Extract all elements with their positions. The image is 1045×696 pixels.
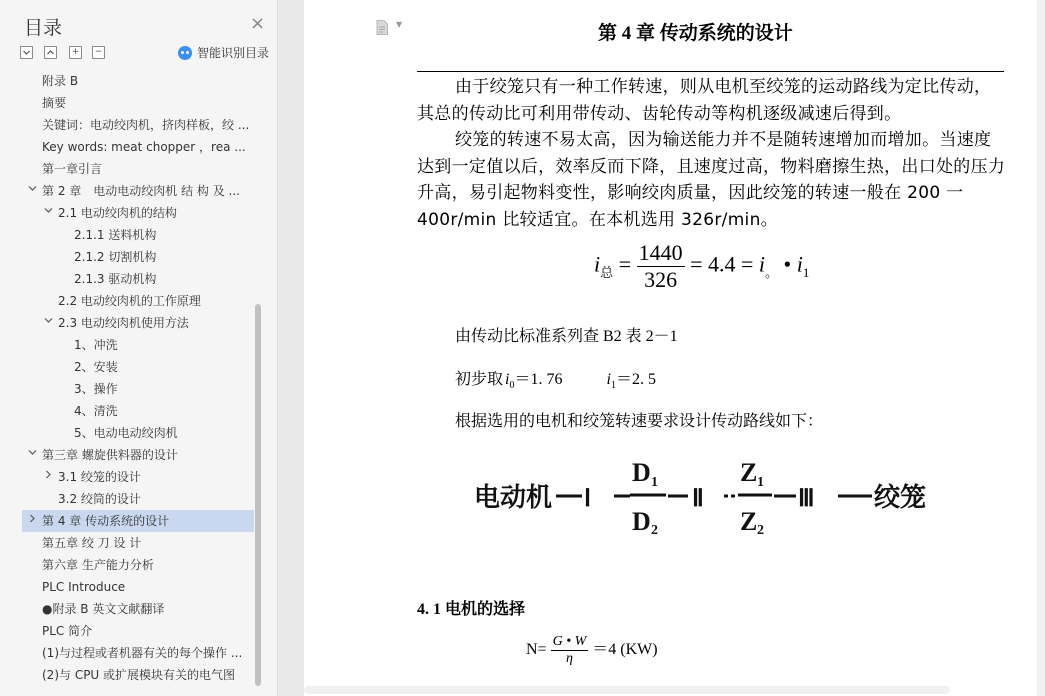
chapter-title: 第 4 章 传动系统的设计 xyxy=(598,23,793,44)
toc-item[interactable] xyxy=(22,114,254,136)
toc-item-label: (1)与过程或者机器有关的每个操作 ... xyxy=(42,646,243,660)
expand-icon[interactable]: + xyxy=(69,46,82,59)
chevron-down-icon[interactable] xyxy=(25,444,39,466)
toc-item-label: 附录 B xyxy=(42,74,79,88)
toc-item-label: 第一章引言 xyxy=(42,162,103,176)
document-icon[interactable] xyxy=(376,20,388,35)
toc-item-label: 2.2 电动绞肉机的工作原理 xyxy=(58,294,201,308)
route-motor: 电动机 xyxy=(474,483,553,513)
toc-item[interactable] xyxy=(22,180,254,202)
chevron-down-icon[interactable] xyxy=(25,180,39,202)
toc-item-label: 2、安装 xyxy=(74,360,118,374)
toc-item-label: 摘要 xyxy=(42,96,67,110)
toc-item[interactable] xyxy=(22,246,254,268)
paragraph-2: 绞笼的转速不易太高，因为输送能力并不是随转速增加而增加。当速度达到一定值以后，效率反而下降，且速度过高，物料磨擦生热，出口处的压力升高，易引起物料变性，影响绞肉质量，因此绞笼的转速一般在 200 一 400r/min 比较适宜。在本机选用 326r/min。 xyxy=(417,130,1006,230)
toc-item[interactable] xyxy=(22,92,254,114)
section-heading: 4. 1 电机的选择 xyxy=(417,601,526,618)
horizontal-scrollbar[interactable] xyxy=(304,686,950,694)
toc-item-label: 2.1.1 送料机构 xyxy=(74,228,157,242)
toc-item[interactable] xyxy=(22,664,254,686)
smart-toc-label: 智能识别目录 xyxy=(197,46,270,60)
transmission-route-diagram xyxy=(474,448,964,538)
toc-item[interactable] xyxy=(22,268,254,290)
toc-item[interactable] xyxy=(22,378,254,400)
text-line-3: 根据选用的电机和绞笼转速要求设计传动路线如下： xyxy=(455,413,824,430)
document-area xyxy=(278,0,1045,696)
toc-scrollbar[interactable] xyxy=(255,304,261,686)
svg-text:2: 2 xyxy=(757,523,764,538)
svg-text:2: 2 xyxy=(651,523,658,538)
route-shaft-2: Ⅱ xyxy=(692,486,704,512)
toc-item-label: 3.2 绞筒的设计 xyxy=(58,492,141,506)
toc-item-label: PLC Introduce xyxy=(42,580,126,594)
toc-item[interactable] xyxy=(22,334,254,356)
title-rule xyxy=(417,71,1004,72)
toc-item[interactable] xyxy=(22,202,254,224)
toc-item[interactable] xyxy=(22,312,254,334)
toc-item[interactable] xyxy=(22,598,254,620)
smart-toc-button[interactable] xyxy=(178,44,269,61)
toc-item-label: 1、冲洗 xyxy=(74,338,118,352)
close-icon[interactable]: × xyxy=(250,13,266,34)
toc-item[interactable] xyxy=(22,642,254,664)
toc-item[interactable] xyxy=(22,466,254,488)
chevron-right-icon[interactable] xyxy=(25,510,39,532)
route-d2: D xyxy=(632,507,651,536)
route-z1: Z xyxy=(740,458,758,487)
collapse-icon[interactable] xyxy=(44,46,57,59)
route-shaft-1: Ⅰ xyxy=(584,486,592,512)
text-line-2: 初步取 $i_0=1$. 76 $i_1=2$. 5 xyxy=(455,371,656,392)
chevron-down-icon[interactable] xyxy=(41,202,55,224)
ratio-formula: $i_总$ = $\frac{1440}{326}$ = $4.4 = i_。$ • $i_1$ xyxy=(594,240,810,292)
toc-item[interactable] xyxy=(22,224,254,246)
chevron-down-icon[interactable]: ▼ xyxy=(396,20,403,29)
toc-item-label: 2.1 电动绞肉机的结构 xyxy=(58,206,177,220)
paragraph-1: 由于绞笼只有一种工作转速，则从电机至绞笼的运动路线为定比传动，其总的传动比可利用带传动、齿轮传动等构机逐级减速后得到。 xyxy=(417,77,992,124)
power-formula: N= $\frac{G • W}{\eta}$ ＝4 (KW) xyxy=(526,634,658,666)
chevron-down-icon[interactable] xyxy=(41,312,55,334)
toc-item[interactable] xyxy=(22,576,254,598)
toc-sidebar xyxy=(0,0,278,696)
toc-item[interactable] xyxy=(22,422,254,444)
toc-item[interactable] xyxy=(22,70,254,92)
remove-icon[interactable]: − xyxy=(92,46,105,59)
toc-item[interactable] xyxy=(22,444,254,466)
toc-item-label: 2.1.3 驱动机构 xyxy=(74,272,157,286)
toc-item[interactable] xyxy=(22,400,254,422)
toc-list xyxy=(22,70,254,690)
toc-item-label: (2)与 CPU 或扩展模块有关的电气图 xyxy=(42,668,236,682)
smart-toc-icon xyxy=(178,46,192,60)
route-z2: Z xyxy=(740,507,758,536)
toc-item[interactable] xyxy=(22,290,254,312)
toc-item[interactable] xyxy=(22,136,254,158)
toc-item-label: 关键词：电动绞肉机，挤肉样板，绞 ... xyxy=(42,118,250,132)
toc-item-label: 第 2 章 电动电动绞肉机 结 构 及 ... xyxy=(42,184,240,198)
route-d1: D xyxy=(632,458,651,487)
toc-item[interactable] xyxy=(22,554,254,576)
route-end: 绞笼 xyxy=(874,483,927,513)
toc-title: 目录 xyxy=(24,17,63,39)
toc-item[interactable] xyxy=(22,158,254,180)
vertical-scrollbar[interactable] xyxy=(1037,0,1045,696)
toc-item[interactable] xyxy=(22,532,254,554)
toc-item-label: 3、操作 xyxy=(74,382,118,396)
toc-item-label: 3.1 绞笼的设计 xyxy=(58,470,141,484)
toc-item-label: 第五章 绞 刀 设 计 xyxy=(42,536,142,550)
toc-item-label: 2.3 电动绞肉机使用方法 xyxy=(58,316,189,330)
toc-item-label: 第三章 螺旋供料器的设计 xyxy=(42,448,178,462)
toc-item[interactable] xyxy=(22,488,254,510)
toc-item-label: 第 4 章 传动系统的设计 xyxy=(42,514,170,528)
collapse-all-icon[interactable] xyxy=(20,46,33,59)
toc-item-label: Key words: meat chopper ，rea ... xyxy=(42,140,246,154)
toc-item[interactable] xyxy=(22,356,254,378)
svg-text:1: 1 xyxy=(651,475,658,490)
toc-item-label: 2.1.2 切割机构 xyxy=(74,250,157,264)
chevron-right-icon[interactable] xyxy=(41,466,55,488)
toc-item-label: 5、电动电动绞肉机 xyxy=(74,426,178,440)
svg-text:1: 1 xyxy=(757,475,764,490)
route-shaft-3: Ⅲ xyxy=(798,486,815,512)
toc-item[interactable] xyxy=(22,620,254,642)
toc-item-label: PLC 简介 xyxy=(42,624,93,638)
toc-item-label: ●附录 B 英文文献翻译 xyxy=(42,602,165,616)
toc-item[interactable] xyxy=(22,510,254,532)
document-page xyxy=(304,0,1045,696)
toc-item-label: 第六章 生产能力分析 xyxy=(42,558,154,572)
text-line-1: 由传动比标准系列查 B2 表 2－1 xyxy=(455,328,678,345)
toc-item-label: 4、清洗 xyxy=(74,404,118,418)
